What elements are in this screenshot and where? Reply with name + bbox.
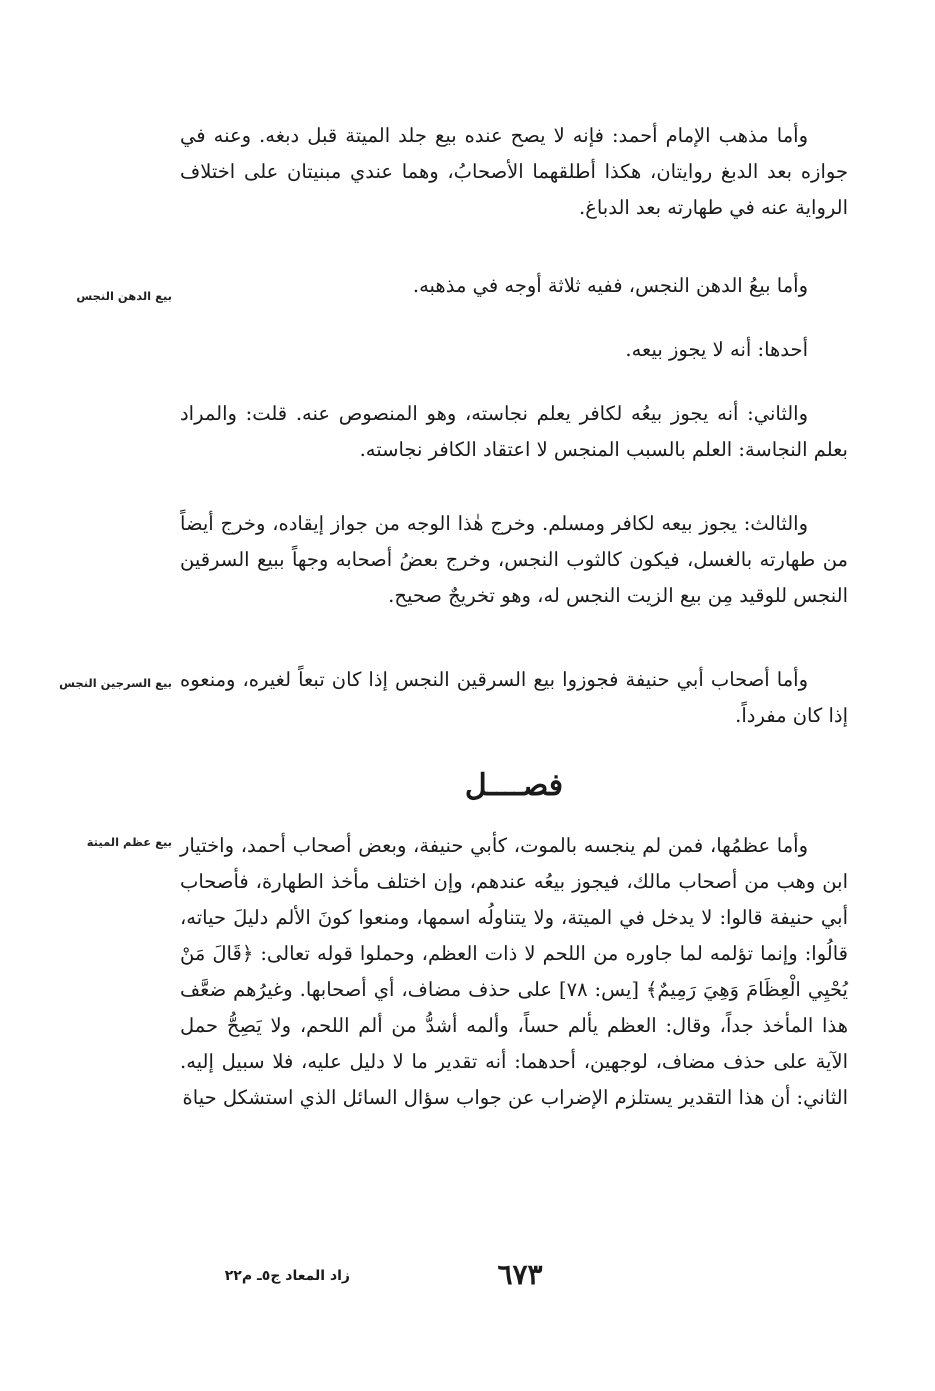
paragraph-hanafi-view: وأما أصحاب أبي حنيفة فجوزوا بيع السرقين النجس إذا كان تبعاً لغيره، ومنعوه إذا كان مفرداً. bbox=[180, 668, 848, 727]
side-note-sirjin: بيع السرجين النجس bbox=[59, 676, 172, 690]
paragraph-ahmad-madhhab: وأما مذهب الإمام أحمد: فإنه لا يصح عنده بيع جلد الميتة قبل دبغه. وعنه في جوازه بعد الدبغ روايتان، هكذا أطلقهما الأصحابُ، وهما عندي مبنيتان على اختلاف الرواية عنه في طهارته بعد الدباغ. bbox=[180, 124, 848, 219]
paragraph-first-view: أحدها: أنه لا يجوز بيعه. bbox=[625, 338, 808, 361]
paragraph-third-view: والثالث: يجوز بيعه لكافر ومسلم. وخرج هٰذا الوجه من جواز إيقاده، وخرج أيضاً من طهارته بالغسل، فيكون كالثوب النجس، وخرج بعضُ أصحابه وجهاً ببيع السرقين النجس للوقيد مِن بيع الزيت النجس له، وهو تخريجٌ صحيح. bbox=[180, 512, 848, 607]
page-number: ٦٧٣ bbox=[497, 1258, 543, 1291]
side-note-najis-oil: بيع الدهن النجس bbox=[76, 289, 172, 303]
paragraph-bones: وأما عظمُها، فمن لم ينجسه بالموت، كأبي حنيفة، وبعض أصحاب أحمد، واختيار ابن وهب من أصحاب مالك، فيجوز بيعُه عندهم، وإن اختلف مأخذ الطهارة، فأصحاب أبي حنيفة قالوا: لا يدخل في الميتة، ولا يتناولُه اسمها، ومنعوا كونَ الألم دليلَ حياته، قالُوا: وإنما تؤلمه لما جاوره من اللحم لا ذات العظم، وحملوا قوله تعالى: ﴿قَالَ مَنْ يُحْيِي الْعِظَامَ وَهِيَ رَمِيمٌ﴾ [يس: ٧٨] على حذف مضاف، أي أصحابها. وغيرُهم ضعَّف هذا المأخذ جداً، وقال: العظم يألم حساً، وألمه أشدُّ من ألم اللحم، ولا يَصِحُّ حمل الآية على حذف مضاف، لوجهين، أحدهما: أنه تقدير ما لا دليل عليه، فلا سبيل إليه. الثاني: أن هذا التقدير يستلزم الإضراب عن جواب سؤال السائل الذي استشكل حياة bbox=[180, 834, 848, 1109]
paragraph-second-view: والثاني: أنه يجوز بيعُه لكافر يعلم نجاسته، وهو المنصوص عنه. قلت: والمراد بعلم النجاسة: العلم بالسبب المنجس لا اعتقاد الكافر نجاسته. bbox=[180, 402, 848, 461]
section-heading: فصــــل bbox=[464, 768, 564, 803]
paragraph-najis-oil: وأما بيعُ الدهن النجس، ففيه ثلاثة أوجه في مذهبه. bbox=[412, 274, 808, 297]
side-note-bones: بيع عظم الميتة bbox=[86, 835, 172, 849]
running-title: زاد المعاد ج٥ـ م٢٢ bbox=[224, 1268, 350, 1284]
